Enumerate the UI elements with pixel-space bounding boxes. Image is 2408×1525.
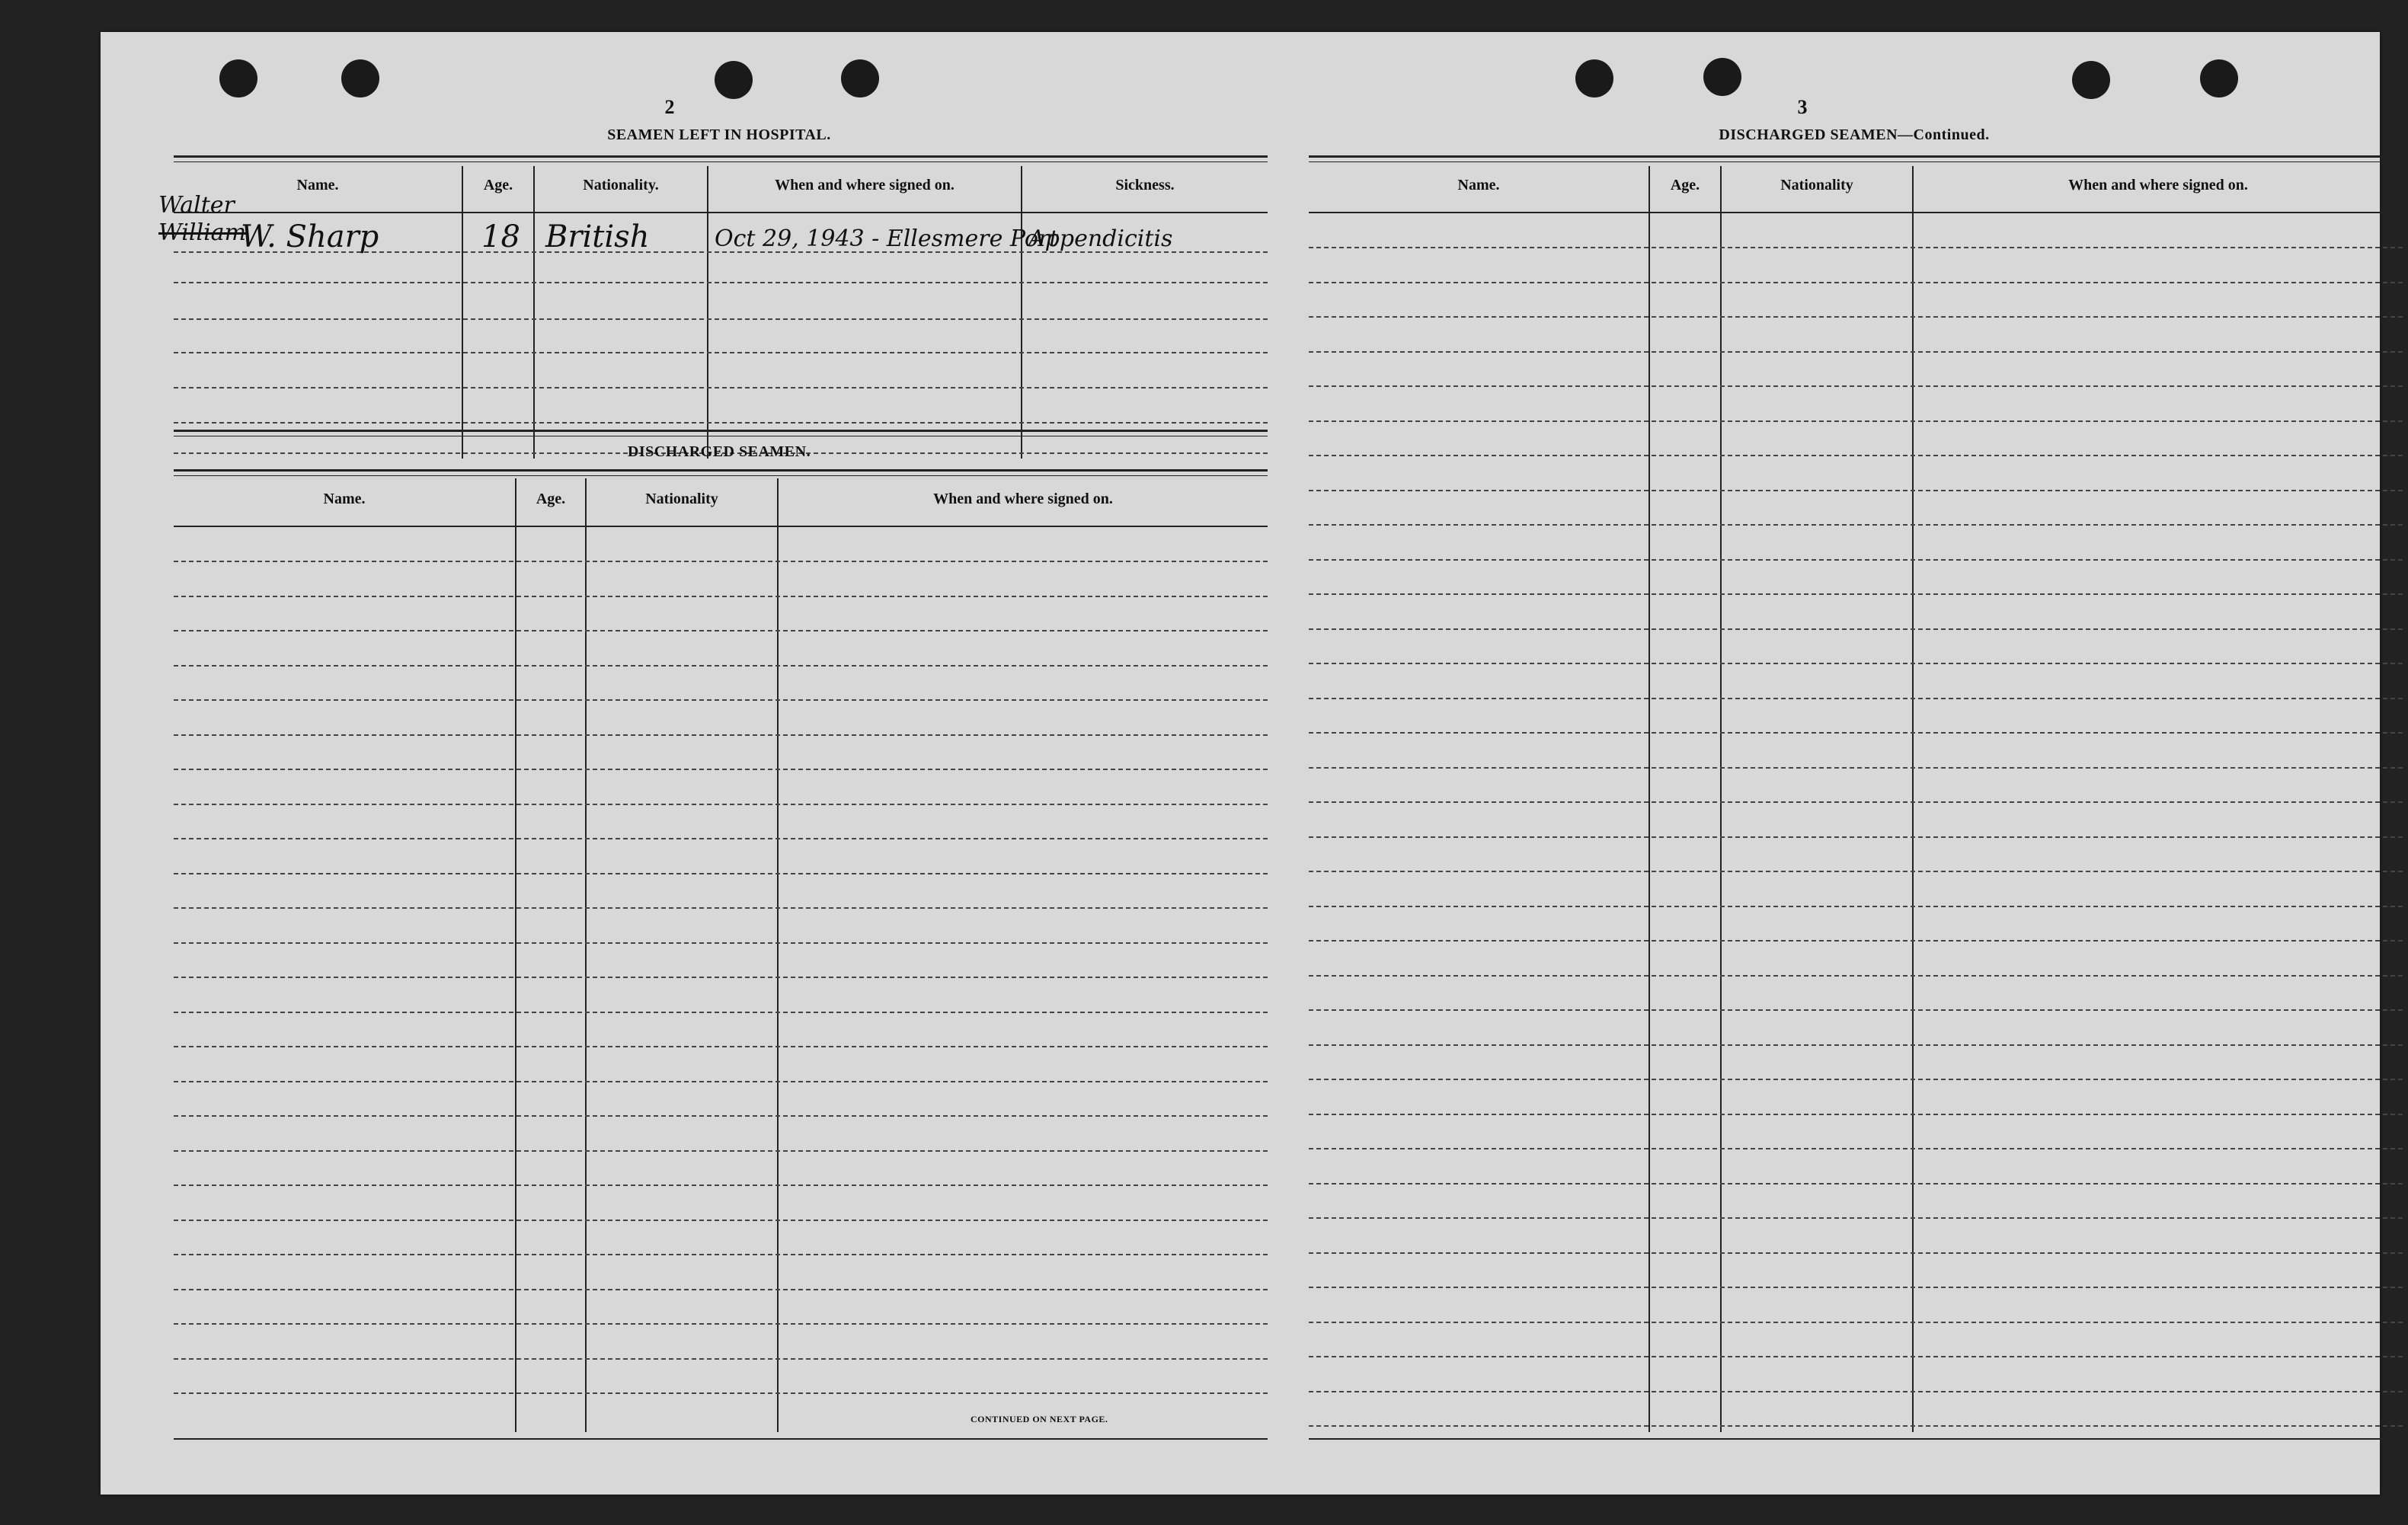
hospital-row-line xyxy=(174,282,1268,283)
hospital-col-divider xyxy=(1021,166,1022,459)
right-row-line xyxy=(1309,420,2403,422)
right-row-line xyxy=(1309,1114,2403,1115)
punch-hole xyxy=(841,59,879,98)
punch-hole xyxy=(715,61,753,99)
hospital-row-line xyxy=(174,387,1268,388)
punch-hole xyxy=(1703,58,1741,96)
right-col-divider xyxy=(1912,166,1914,1432)
right-row-line xyxy=(1309,871,2403,872)
right-row-line xyxy=(1309,836,2403,838)
right-row-line xyxy=(1309,1044,2403,1046)
right-row-line xyxy=(1309,1009,2403,1011)
discharged-section-title: DISCHARGED SEAMEN. xyxy=(627,443,811,460)
discharged-row-line xyxy=(174,1185,1268,1186)
hospital-col-sickness: Sickness. xyxy=(1115,177,1175,193)
hospital-col-divider xyxy=(707,166,708,459)
right-row-line xyxy=(1309,663,2403,664)
discharged-row-line xyxy=(174,1289,1268,1290)
discharged-row-line xyxy=(174,1323,1268,1325)
right-row-line xyxy=(1309,385,2403,387)
right-section-title: DISCHARGED SEAMEN—Continued. xyxy=(1719,126,1990,143)
discharged-row-line xyxy=(174,1254,1268,1255)
discharged-row-line xyxy=(174,1220,1268,1221)
discharged-row-line xyxy=(174,1150,1268,1152)
right-row-line xyxy=(1309,559,2403,561)
right-table-top-rule xyxy=(1309,155,2403,158)
hospital-col-divider xyxy=(533,166,535,459)
right-col-name: Name. xyxy=(1457,177,1500,193)
right-row-line xyxy=(1309,524,2403,526)
punch-hole xyxy=(341,59,379,98)
right-row-line xyxy=(1309,351,2403,353)
discharged-row-line xyxy=(174,1046,1268,1047)
punch-hole xyxy=(2072,61,2110,99)
right-row-line xyxy=(1309,1322,2403,1323)
discharged-row-line xyxy=(174,734,1268,736)
discharged-row-line xyxy=(174,907,1268,909)
discharged-row-line xyxy=(174,1392,1268,1394)
discharged-table-top-rule xyxy=(174,469,1268,472)
hospital-col-name: Name. xyxy=(296,177,339,193)
right-header-rule xyxy=(1309,212,2403,213)
right-row-line xyxy=(1309,628,2403,630)
hospital-row-line xyxy=(174,422,1268,424)
discharged-row-line xyxy=(174,596,1268,597)
right-row-line xyxy=(1309,282,2403,283)
discharged-col-signed-on: When and where signed on. xyxy=(933,491,1113,507)
handwritten-nationality: British xyxy=(545,219,650,254)
handwritten-sickness: Appendicitis xyxy=(1028,225,1173,252)
right-row-line xyxy=(1309,455,2403,456)
right-row-line xyxy=(1309,247,2403,248)
discharged-row-line xyxy=(174,1358,1268,1360)
right-row-line xyxy=(1309,940,2403,942)
punch-hole xyxy=(2200,59,2238,98)
hospital-section-title: SEAMEN LEFT IN HOSPITAL. xyxy=(607,126,831,143)
right-row-line xyxy=(1309,1217,2403,1219)
handwritten-name: W. Sharp xyxy=(241,219,379,254)
discharged-bottom-rule xyxy=(174,1438,1268,1440)
hospital-row-line xyxy=(174,318,1268,320)
discharged-row-line xyxy=(174,1115,1268,1117)
discharged-section-top-rule xyxy=(174,430,1268,432)
hospital-header-rule xyxy=(174,212,1268,213)
right-col-nationality: Nationality xyxy=(1780,177,1853,193)
hospital-table-top-rule xyxy=(174,155,1268,158)
discharged-row-line xyxy=(174,665,1268,667)
handwritten-name-struck: William xyxy=(158,219,247,246)
discharged-row-line xyxy=(174,699,1268,701)
page-number-left: 2 xyxy=(664,96,675,118)
right-col-signed-on: When and where signed on. xyxy=(2068,177,2248,193)
discharged-row-line xyxy=(174,942,1268,944)
right-col-age: Age. xyxy=(1670,177,1700,193)
right-bottom-rule xyxy=(1309,1438,2403,1440)
right-row-line xyxy=(1309,1252,2403,1254)
handwritten-age: 18 xyxy=(481,219,520,254)
punch-hole xyxy=(1575,59,1613,98)
right-row-line xyxy=(1309,593,2403,595)
right-row-line xyxy=(1309,698,2403,699)
right-row-line xyxy=(1309,767,2403,769)
right-col-divider xyxy=(1649,166,1650,1432)
handwritten-name-correction: Walter xyxy=(158,192,235,219)
discharged-row-line xyxy=(174,561,1268,562)
handwritten-signed-on: Oct 29, 1943 - Ellesmere Port xyxy=(715,225,1059,252)
discharged-row-line xyxy=(174,977,1268,978)
continued-note: CONTINUED ON NEXT PAGE. xyxy=(971,1414,1108,1424)
hospital-col-divider xyxy=(462,166,463,459)
register-sheet xyxy=(101,32,2380,1495)
right-row-line xyxy=(1309,1183,2403,1185)
hospital-row-line xyxy=(174,352,1268,353)
hospital-col-signed-on: When and where signed on. xyxy=(775,177,955,193)
right-row-line xyxy=(1309,1148,2403,1149)
discharged-row-line xyxy=(174,1012,1268,1013)
right-row-line xyxy=(1309,1079,2403,1080)
right-row-line xyxy=(1309,732,2403,734)
discharged-row-line xyxy=(174,630,1268,631)
discharged-row-line xyxy=(174,804,1268,805)
discharged-row-line xyxy=(174,1081,1268,1082)
right-col-divider xyxy=(1720,166,1722,1432)
discharged-col-nationality: Nationality xyxy=(645,491,718,507)
discharged-col-name: Name. xyxy=(323,491,366,507)
page-number-right: 3 xyxy=(1797,96,1808,118)
right-row-line xyxy=(1309,490,2403,491)
hospital-col-age: Age. xyxy=(483,177,513,193)
discharged-header-rule xyxy=(174,526,1268,527)
discharged-row-line xyxy=(174,873,1268,874)
right-row-line xyxy=(1309,1425,2403,1427)
punch-hole xyxy=(219,59,257,98)
right-row-line xyxy=(1309,801,2403,803)
hospital-col-nationality: Nationality. xyxy=(583,177,659,193)
right-row-line xyxy=(1309,1391,2403,1392)
right-row-line xyxy=(1309,1356,2403,1357)
discharged-col-age: Age. xyxy=(536,491,566,507)
right-row-line xyxy=(1309,906,2403,907)
right-row-line xyxy=(1309,975,2403,977)
right-row-line xyxy=(1309,316,2403,318)
right-row-line xyxy=(1309,1287,2403,1288)
discharged-row-line xyxy=(174,838,1268,839)
discharged-row-line xyxy=(174,769,1268,770)
